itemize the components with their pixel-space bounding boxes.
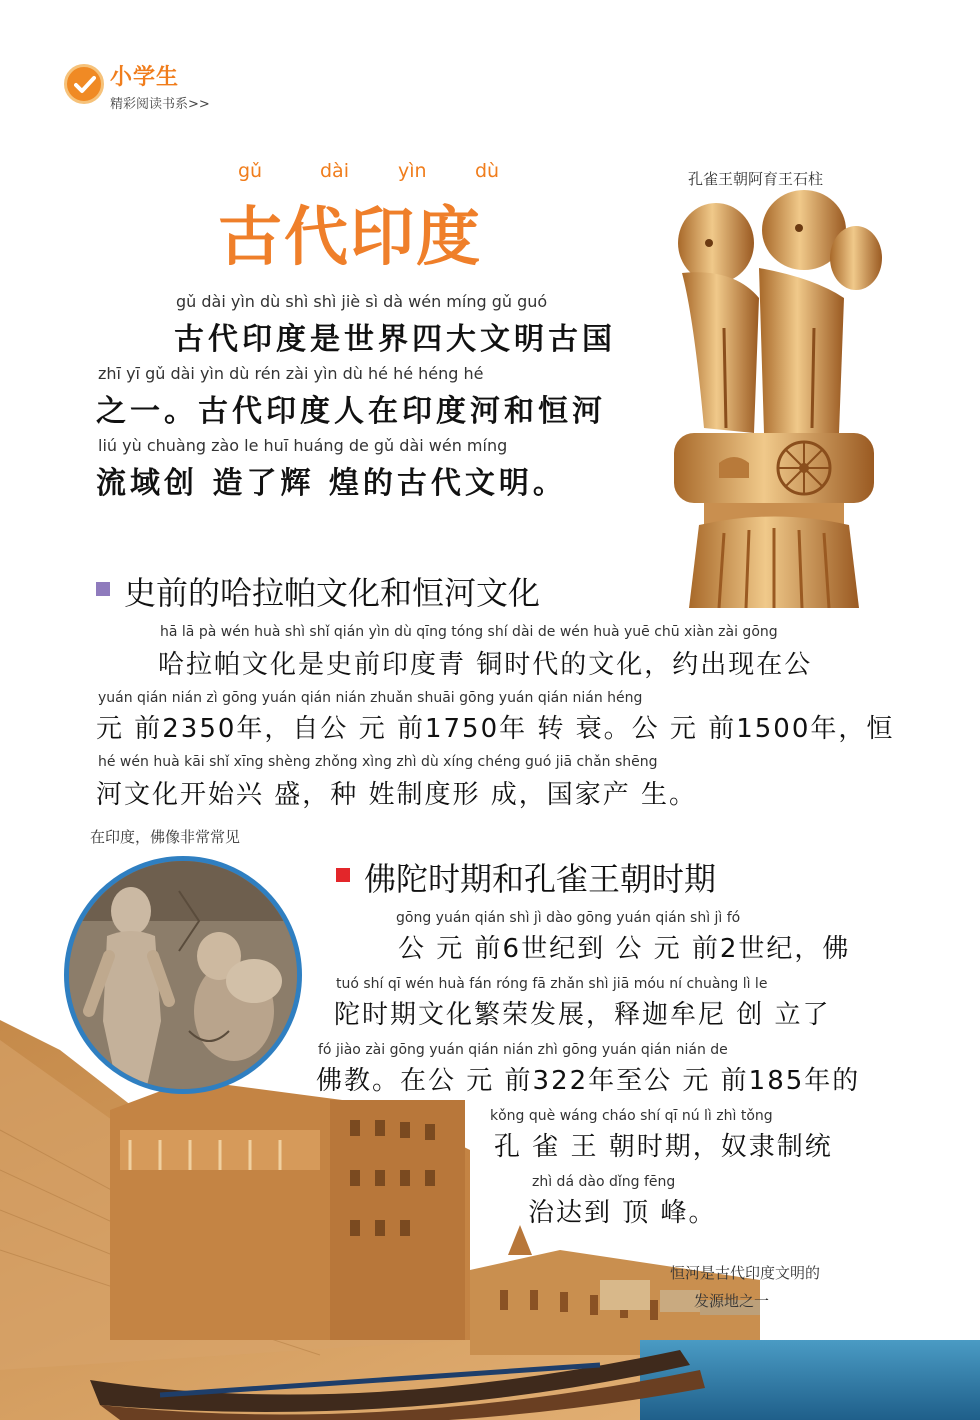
section1-bullet-icon <box>96 582 110 596</box>
section2-pinyin-1: gōng yuán qián shì jì dào gōng yuán qián shì jì fó <box>396 910 741 926</box>
section1-text-1: 哈拉帕文化是史前印度青 铜时代的文化，约出现在公 <box>158 650 813 680</box>
section2-pinyin-4: kǒng què wáng cháo shí qī nú lì zhì tǒng <box>490 1108 773 1124</box>
intro-text-3: 流域创 造了辉 煌的古代文明。 <box>96 466 567 501</box>
intro-text-2: 之一。古代印度人在印度河和恒河 <box>96 394 606 429</box>
series-title: 小学生 <box>110 65 180 90</box>
section2-text-2: 陀时期文化繁荣发展，释迦牟尼 创 立了 <box>334 1000 831 1030</box>
intro-pinyin-1: gǔ dài yìn dù shì shì jiè sì dà wén míng gǔ guó <box>176 292 548 311</box>
section2-text-3: 佛教。在公 元 前322年至公 元 前185年的 <box>316 1066 861 1096</box>
intro-text-1: 古代印度是世界四大文明古国 <box>174 322 616 357</box>
section1-heading: 史前的哈拉帕文化和恒河文化 <box>124 574 541 612</box>
section2-pinyin-5: zhì dá dào dǐng fēng <box>532 1174 676 1190</box>
section2-pinyin-2: tuó shí qī wén huà fán róng fā zhǎn shì jiā móu ní chuàng lì le <box>336 976 768 992</box>
title-pinyin-1: gǔ <box>238 160 263 182</box>
section2-pinyin-3: fó jiào zài gōng yuán qián nián zhì gōng yuán qián nián de <box>318 1042 728 1058</box>
intro-pinyin-3: liú yù chuàng zào le huī huáng de gǔ dài wén míng <box>98 436 508 455</box>
ganges-caption-line-2: 发源地之一 <box>694 1292 770 1310</box>
section2-text-4: 孔 雀 王 朝时期，奴隶制统 <box>494 1132 833 1162</box>
title-pinyin-3: yìn <box>398 160 427 182</box>
section2-bullet-icon <box>336 868 350 882</box>
section1-text-2: 元 前2350年，自公 元 前1750年 转 衰。公 元 前1500年，恒 <box>96 714 895 744</box>
page-title: 古代印度 <box>218 200 482 275</box>
section1-pinyin-2: yuán qián nián zì gōng yuán qián nián zhuǎn shuāi gōng yuán qián nián héng <box>98 690 643 706</box>
buddha-caption: 在印度，佛像非常常见 <box>90 828 241 846</box>
section1-text-3: 河文化开始兴 盛，种 姓制度形 成，国家产 生。 <box>96 780 698 810</box>
title-pinyin-2: dài <box>320 160 349 182</box>
pillar-caption: 孔雀王朝阿育王石柱 <box>688 170 824 188</box>
intro-pinyin-2: zhī yī gǔ dài yìn dù rén zài yìn dù hé hé héng hé <box>98 364 484 383</box>
section1-pinyin-3: hé wén huà kāi shǐ xīng shèng zhǒng xìng zhì dù xíng chéng guó jiā chǎn shēng <box>98 754 658 770</box>
section1-pinyin-1: hā lā pà wén huà shì shǐ qián yìn dù qīng tóng shí dài de wén huà yuē chū xiàn zài gōng <box>160 624 778 640</box>
section2-heading: 佛陀时期和孔雀王朝时期 <box>364 860 717 898</box>
section2-text-5: 治达到 顶 峰。 <box>528 1198 717 1228</box>
section2-text-1: 公 元 前6世纪到 公 元 前2世纪，佛 <box>398 934 851 964</box>
ganges-caption-line-1: 恒河是古代印度文明的 <box>670 1264 821 1282</box>
title-pinyin-4: dù <box>475 160 500 182</box>
buddha-statue-image <box>64 856 302 1094</box>
series-logo-icon <box>64 64 104 104</box>
ashoka-pillar-image <box>664 188 886 608</box>
series-subtitle: 精彩阅读书系>> <box>110 97 210 112</box>
